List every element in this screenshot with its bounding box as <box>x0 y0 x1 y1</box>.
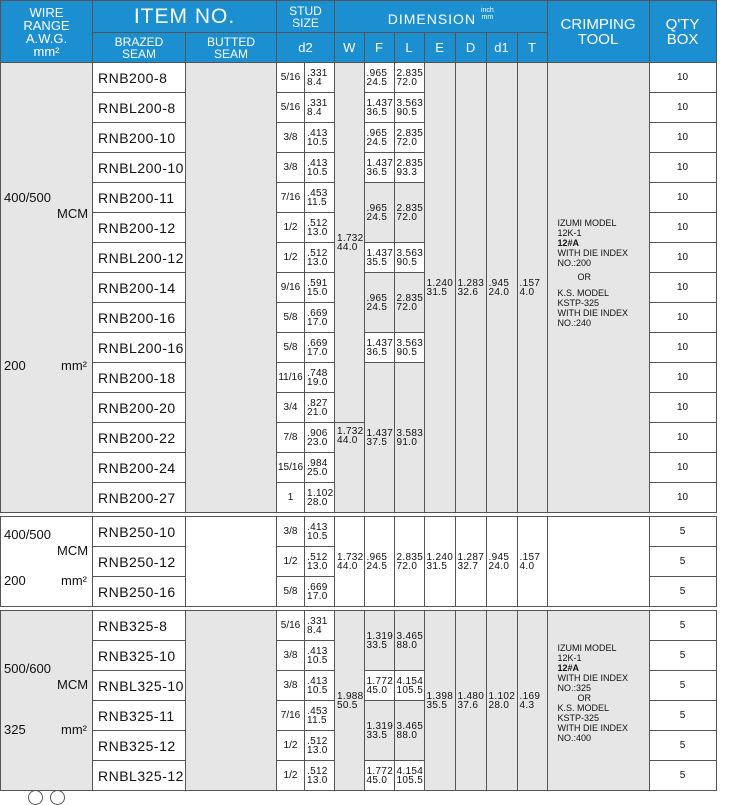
d2-value: .453 11.5 <box>305 183 335 213</box>
wire-range-cell: 500/600 MCM 325 mm² <box>1 611 93 791</box>
f-value: 1.319 33.5 <box>364 701 394 761</box>
d2-value: .512 13.0 <box>305 243 335 273</box>
qty-value: 5 <box>649 611 716 641</box>
d2-value: .512 13.0 <box>305 731 335 761</box>
d2-value: .413 10.5 <box>305 153 335 183</box>
item-no: RNB200-16 <box>93 303 186 333</box>
qty-value: 10 <box>649 153 716 183</box>
item-no: RNBL200-8 <box>93 93 186 123</box>
stud-fraction: 5/8 <box>277 577 305 607</box>
stud-fraction: 3/8 <box>277 641 305 671</box>
l-value: 2.835 72.0 <box>394 273 424 333</box>
item-no: RNB200-10 <box>93 123 186 153</box>
d2-value: 1.102 28.0 <box>305 483 335 513</box>
table-row <box>1 611 717 641</box>
d2-value: .331 8.4 <box>305 63 335 93</box>
qty-value: 10 <box>649 63 716 93</box>
item-no: RNB200-24 <box>93 453 186 483</box>
qty-value: 5 <box>649 517 716 547</box>
w-value: 1.732 44.0 <box>335 63 365 423</box>
wire-range-cell: 400/500 MCM 200 mm² <box>1 517 93 607</box>
l-value: 2.835 72.0 <box>394 517 424 607</box>
d2-header: d2 <box>277 33 335 63</box>
qty-value: 5 <box>649 547 716 577</box>
f-value: .965 24.5 <box>364 517 394 607</box>
crimping-tool-cell: IZUMI MODEL 12K-1 12#A WITH DIE INDEX NO.:200 OR K.S. MODEL KSTP-325 WITH DIE INDEX NO.:240 <box>547 63 649 513</box>
stud-fraction: 3/8 <box>277 671 305 701</box>
d1-value: .945 24.0 <box>486 517 517 607</box>
item-no: RNB200-8 <box>93 63 186 93</box>
d2-value: .827 21.0 <box>305 393 335 423</box>
stud-fraction: 5/8 <box>277 303 305 333</box>
stud-fraction: 11/16 <box>277 363 305 393</box>
t-value: .157 4.0 <box>517 63 547 513</box>
qty-value: 5 <box>649 761 716 791</box>
f-value: .965 24.5 <box>364 183 394 243</box>
l-value: 2.835 93.3 <box>394 153 424 183</box>
stud-fraction: 15/16 <box>277 453 305 483</box>
item-no: RNB200-12 <box>93 213 186 243</box>
d-value: 1.480 37.6 <box>455 611 486 791</box>
crimping-tool-header: CRIMPING TOOL <box>547 1 649 63</box>
d2-value: .331 8.4 <box>305 611 335 641</box>
t-value: .157 4.0 <box>517 517 547 607</box>
item-no: RNB250-12 <box>93 547 186 577</box>
l-value: 4.154 105.5 <box>394 671 424 701</box>
f-value: 1.319 33.5 <box>364 611 394 671</box>
item-no: RNB250-16 <box>93 577 186 607</box>
d1-value: 1.102 28.0 <box>486 611 517 791</box>
item-no: RNB250-10 <box>93 517 186 547</box>
item-no: RNB325-8 <box>93 611 186 641</box>
d2-value: .413 10.5 <box>305 517 335 547</box>
item-no-header: ITEM NO. <box>93 1 277 33</box>
qty-value: 10 <box>649 303 716 333</box>
qty-value: 10 <box>649 423 716 453</box>
l-value: 3.563 90.5 <box>394 93 424 123</box>
circle-icon <box>50 790 65 805</box>
qty-value: 5 <box>649 671 716 701</box>
qty-value: 10 <box>649 333 716 363</box>
qty-value: 10 <box>649 183 716 213</box>
qty-value: 10 <box>649 213 716 243</box>
qty-value: 10 <box>649 453 716 483</box>
qty-box-header: Q'TY BOX <box>649 1 716 63</box>
l-value: 3.583 91.0 <box>394 363 424 513</box>
qty-value: 5 <box>649 577 716 607</box>
stud-fraction: 1 <box>277 483 305 513</box>
dimension-units: inch mm <box>480 7 494 21</box>
table-row <box>1 517 717 547</box>
l-value: 2.835 72.0 <box>394 123 424 153</box>
d2-value: .331 8.4 <box>305 93 335 123</box>
d2-value: .669 17.0 <box>305 303 335 333</box>
stud-fraction: 5/8 <box>277 333 305 363</box>
f-value: 1.437 36.5 <box>364 93 394 123</box>
f-value: 1.437 35.5 <box>364 243 394 273</box>
l-value: 4.154 105.5 <box>394 761 424 791</box>
d2-value: .512 13.0 <box>305 547 335 577</box>
d2-value: .748 19.0 <box>305 363 335 393</box>
butted-seam-cell <box>186 611 277 791</box>
f-value: 1.772 45.0 <box>364 761 394 791</box>
stud-fraction: 7/8 <box>277 423 305 453</box>
item-no: RNB200-11 <box>93 183 186 213</box>
stud-fraction: 5/16 <box>277 63 305 93</box>
item-no: RNB200-22 <box>93 423 186 453</box>
col-l-header: L <box>394 33 424 63</box>
l-value: 3.563 90.5 <box>394 243 424 273</box>
d2-value: .413 10.5 <box>305 671 335 701</box>
stud-fraction: 3/4 <box>277 393 305 423</box>
circle-icon <box>28 790 43 805</box>
col-d1-header: d1 <box>486 33 517 63</box>
d2-value: .512 13.0 <box>305 761 335 791</box>
stud-fraction: 9/16 <box>277 273 305 303</box>
col-d-header: D <box>455 33 486 63</box>
f-value: 1.437 36.5 <box>364 153 394 183</box>
stud-fraction: 1/2 <box>277 761 305 791</box>
qty-value: 10 <box>649 393 716 423</box>
item-no: RNBL325-12 <box>93 761 186 791</box>
qty-value: 10 <box>649 273 716 303</box>
item-no: RNB200-14 <box>93 273 186 303</box>
qty-value: 5 <box>649 731 716 761</box>
butted-seam-cell <box>186 517 277 607</box>
d2-value: .906 23.0 <box>305 423 335 453</box>
stud-fraction: 7/16 <box>277 701 305 731</box>
l-value: 3.563 90.5 <box>394 333 424 363</box>
butted-seam-cell <box>186 63 277 513</box>
item-no: RNBL325-10 <box>93 671 186 701</box>
stud-fraction: 1/2 <box>277 731 305 761</box>
qty-value: 5 <box>649 641 716 671</box>
col-e-header: E <box>424 33 455 63</box>
f-value: .965 24.5 <box>364 123 394 153</box>
l-value: 2.835 72.0 <box>394 63 424 93</box>
qty-value: 5 <box>649 701 716 731</box>
col-w-header: W <box>335 33 365 63</box>
l-value: 2.835 72.0 <box>394 183 424 243</box>
qty-value: 10 <box>649 123 716 153</box>
stud-fraction: 3/8 <box>277 123 305 153</box>
stud-fraction: 5/16 <box>277 93 305 123</box>
e-value: 1.240 31.5 <box>424 63 455 513</box>
qty-value: 10 <box>649 93 716 123</box>
stud-fraction: 7/16 <box>277 183 305 213</box>
d2-value: .413 10.5 <box>305 641 335 671</box>
table-row <box>1 63 717 93</box>
stud-fraction: 1/2 <box>277 213 305 243</box>
f-value: .965 24.5 <box>364 63 394 93</box>
stud-size-header: STUD SIZE <box>277 1 335 33</box>
brazed-seam-header: BRAZED SEAM <box>93 33 186 63</box>
butted-seam-header: BUTTED SEAM <box>186 33 277 63</box>
qty-value: 10 <box>649 363 716 393</box>
w-value: 1.988 50.5 <box>335 611 365 791</box>
item-no: RNBL200-10 <box>93 153 186 183</box>
col-t-header: T <box>517 33 547 63</box>
item-no: RNB200-18 <box>93 363 186 393</box>
l-value: 3.465 88.0 <box>394 611 424 671</box>
f-value: 1.437 37.5 <box>364 363 394 513</box>
d2-value: .413 10.5 <box>305 123 335 153</box>
stud-fraction: 3/8 <box>277 517 305 547</box>
d-value: 1.287 32.7 <box>455 517 486 607</box>
e-value: 1.398 35.5 <box>424 611 455 791</box>
item-no: RNB325-12 <box>93 731 186 761</box>
stud-fraction: 3/8 <box>277 153 305 183</box>
col-f-header: F <box>364 33 394 63</box>
d2-value: .984 25.0 <box>305 453 335 483</box>
item-no: RNB200-27 <box>93 483 186 513</box>
qty-value: 10 <box>649 243 716 273</box>
d2-value: .512 13.0 <box>305 213 335 243</box>
f-value: .965 24.5 <box>364 273 394 333</box>
stud-fraction: 5/16 <box>277 611 305 641</box>
d2-value: .669 17.0 <box>305 333 335 363</box>
w-value: 1.732 44.0 <box>335 517 365 607</box>
e-value: 1.240 31.5 <box>424 517 455 607</box>
crimping-tool-cell: IZUMI MODEL 12K-1 12#A WITH DIE INDEX NO.:325 OR K.S. MODEL KSTP-325 WITH DIE INDEX NO.:400 <box>547 611 649 791</box>
dimension-header: DIMENSION $^{inch mm}$ <box>335 1 548 33</box>
f-value: 1.772 45.0 <box>364 671 394 701</box>
item-no: RNBL200-16 <box>93 333 186 363</box>
w-value: 1.732 44.0 <box>335 423 365 513</box>
t-value: .169 4.3 <box>517 611 547 791</box>
d2-value: .591 15.0 <box>305 273 335 303</box>
item-no: RNBL200-12 <box>93 243 186 273</box>
item-no: RNB200-20 <box>93 393 186 423</box>
wire-range-cell: 400/500 MCM 200 mm² <box>1 63 93 513</box>
stud-fraction: 1/2 <box>277 243 305 273</box>
item-no: RNB325-11 <box>93 701 186 731</box>
crimping-tool-cell <box>547 517 649 607</box>
wire-range-header: WIRE RANGE A.W.G. mm² <box>1 1 93 63</box>
d2-value: .453 11.5 <box>305 701 335 731</box>
d1-value: .945 24.0 <box>486 63 517 513</box>
d-value: 1.283 32.6 <box>455 63 486 513</box>
f-value: 1.437 36.5 <box>364 333 394 363</box>
qty-value: 10 <box>649 483 716 513</box>
item-no: RNB325-10 <box>93 641 186 671</box>
stud-fraction: 1/2 <box>277 547 305 577</box>
l-value: 3.465 88.0 <box>394 701 424 761</box>
d2-value: .669 17.0 <box>305 577 335 607</box>
